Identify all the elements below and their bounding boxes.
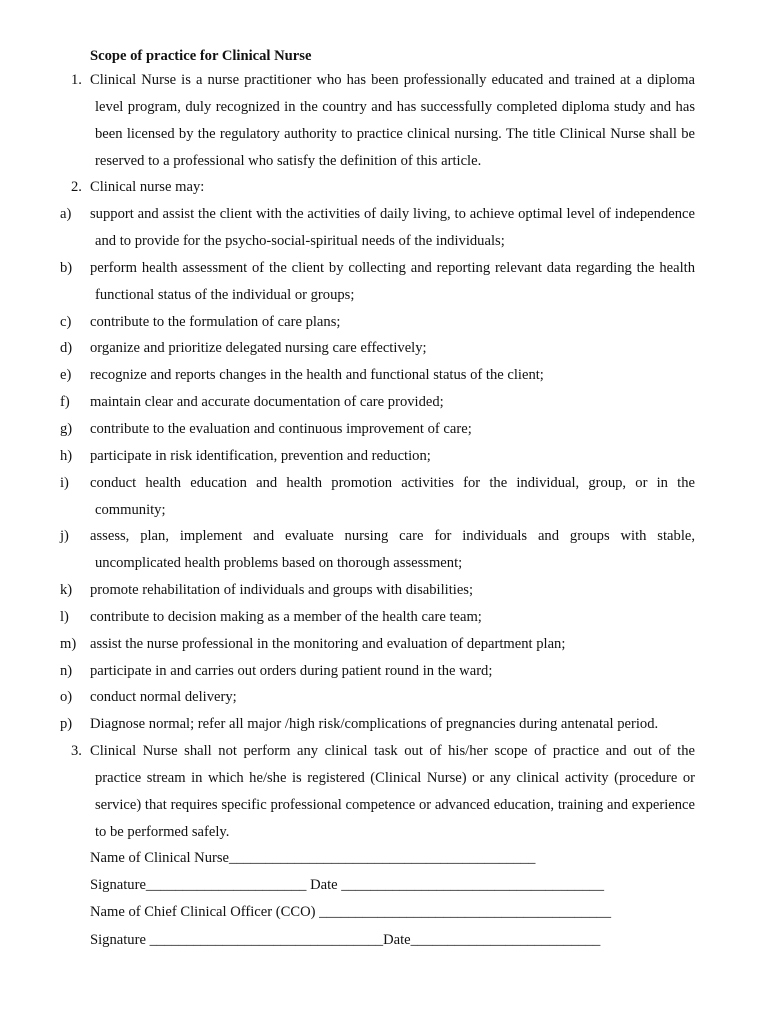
list-item xyxy=(60,711,695,738)
list-marker: 3. xyxy=(71,743,82,760)
list-marker: k) xyxy=(60,582,73,599)
list-marker: h) xyxy=(60,447,73,464)
list-marker: l) xyxy=(60,608,69,625)
list-item xyxy=(60,67,695,174)
list-marker: e) xyxy=(60,367,72,384)
list-item-text: contribute to decision making as a member of the health care team; xyxy=(90,608,482,625)
list-marker: d) xyxy=(60,340,73,357)
list-marker: a) xyxy=(60,206,72,223)
list-item xyxy=(60,604,695,631)
list-marker: b) xyxy=(60,259,73,276)
list-item-text: assist the nurse professional in the monitoring and evaluation of department plan; xyxy=(90,635,566,652)
list-item-text: Clinical Nurse is a nurse practitioner who has been professionally educated and trained at a diploma level program, duly recognized in the country and has successfully completed diploma study and has been licensed by the regulatory authority to practice clinical nursing. The title Clinical Nurse shall be reserved to a professional who satisfy the definition of this article. xyxy=(90,72,695,169)
list-item xyxy=(60,577,695,604)
cco-signature-date-line: Signature ________________________________Date__________________________ xyxy=(90,931,601,948)
list-item xyxy=(60,389,695,416)
list-item-text: conduct health education and health promotion activities for the individual, group, or in the community; xyxy=(90,474,695,518)
list-item-text: contribute to the formulation of care plans; xyxy=(90,313,341,330)
list-item-text: contribute to the evaluation and continuous improvement of care; xyxy=(90,420,472,437)
list-marker: 1. xyxy=(71,72,82,88)
list-item-text: assess, plan, implement and evaluate nursing care for individuals and groups with stable, uncomplicated health problems based on thorough assessment; xyxy=(90,528,695,572)
list-item-text: perform health assessment of the client by collecting and reporting relevant data regarding the health functional status of the individual or groups; xyxy=(90,259,695,303)
cco-name-line: Name of Chief Clinical Officer (CCO) ________________________________________ xyxy=(90,904,611,921)
list-marker: f) xyxy=(60,394,70,411)
list-item xyxy=(60,309,695,336)
list-item xyxy=(60,631,695,658)
list-item xyxy=(60,362,695,389)
list-item xyxy=(60,470,695,524)
list-item-text: Clinical Nurse shall not perform any clinical task out of his/her scope of practice and out of the practice stream in which he/she is registered (Clinical Nurse) or any clinical activity (procedure or service) that requires specific professional competence or advanced education, training and experience to be performed safely. xyxy=(90,743,695,840)
list-item-text: participate in and carries out orders during patient round in the ward; xyxy=(90,662,493,679)
document-title: Scope of practice for Clinical Nurse xyxy=(90,48,312,64)
list-item xyxy=(60,174,695,201)
list-item xyxy=(60,738,695,845)
list-item-text: participate in risk identification, prevention and reduction; xyxy=(90,447,431,464)
list-marker: c) xyxy=(60,313,72,330)
list-marker: g) xyxy=(60,420,73,437)
list-item xyxy=(60,201,695,255)
list-item-text: recognize and reports changes in the health and functional status of the client; xyxy=(90,367,544,384)
list-item xyxy=(60,443,695,470)
list-item xyxy=(60,684,695,711)
list-marker: j) xyxy=(60,528,69,545)
list-item xyxy=(60,335,695,362)
list-item xyxy=(60,523,695,577)
list-item-text: Clinical nurse may: xyxy=(90,179,205,196)
signature-block xyxy=(90,845,710,954)
list-item xyxy=(60,658,695,685)
list-item-text: promote rehabilitation of individuals and groups with disabilities; xyxy=(90,582,474,599)
list-item xyxy=(60,255,695,309)
list-item-text: maintain clear and accurate documentation of care provided; xyxy=(90,394,444,411)
list-item-text: Diagnose normal; refer all major /high risk/complications of pregnancies during antenatal period. xyxy=(90,716,659,733)
scope-list xyxy=(60,67,695,845)
list-marker: i) xyxy=(60,474,69,491)
list-marker: o) xyxy=(60,689,73,706)
list-item-text: organize and prioritize delegated nursing care effectively; xyxy=(90,340,427,357)
list-marker: 2. xyxy=(71,179,82,196)
list-marker: n) xyxy=(60,662,73,679)
clinical-nurse-signature-date-line: Signature______________________ Date ____________________________________ xyxy=(90,877,604,894)
list-item-text: conduct normal delivery; xyxy=(90,689,237,706)
list-item-text: support and assist the client with the activities of daily living, to achieve optimal level of independence and to provide for the psycho-social-spiritual needs of the individuals; xyxy=(90,206,695,250)
clinical-nurse-name-line: Name of Clinical Nurse__________________________________________ xyxy=(90,850,536,866)
list-marker: m) xyxy=(60,635,77,652)
list-item xyxy=(60,416,695,443)
list-marker: p) xyxy=(60,716,73,733)
